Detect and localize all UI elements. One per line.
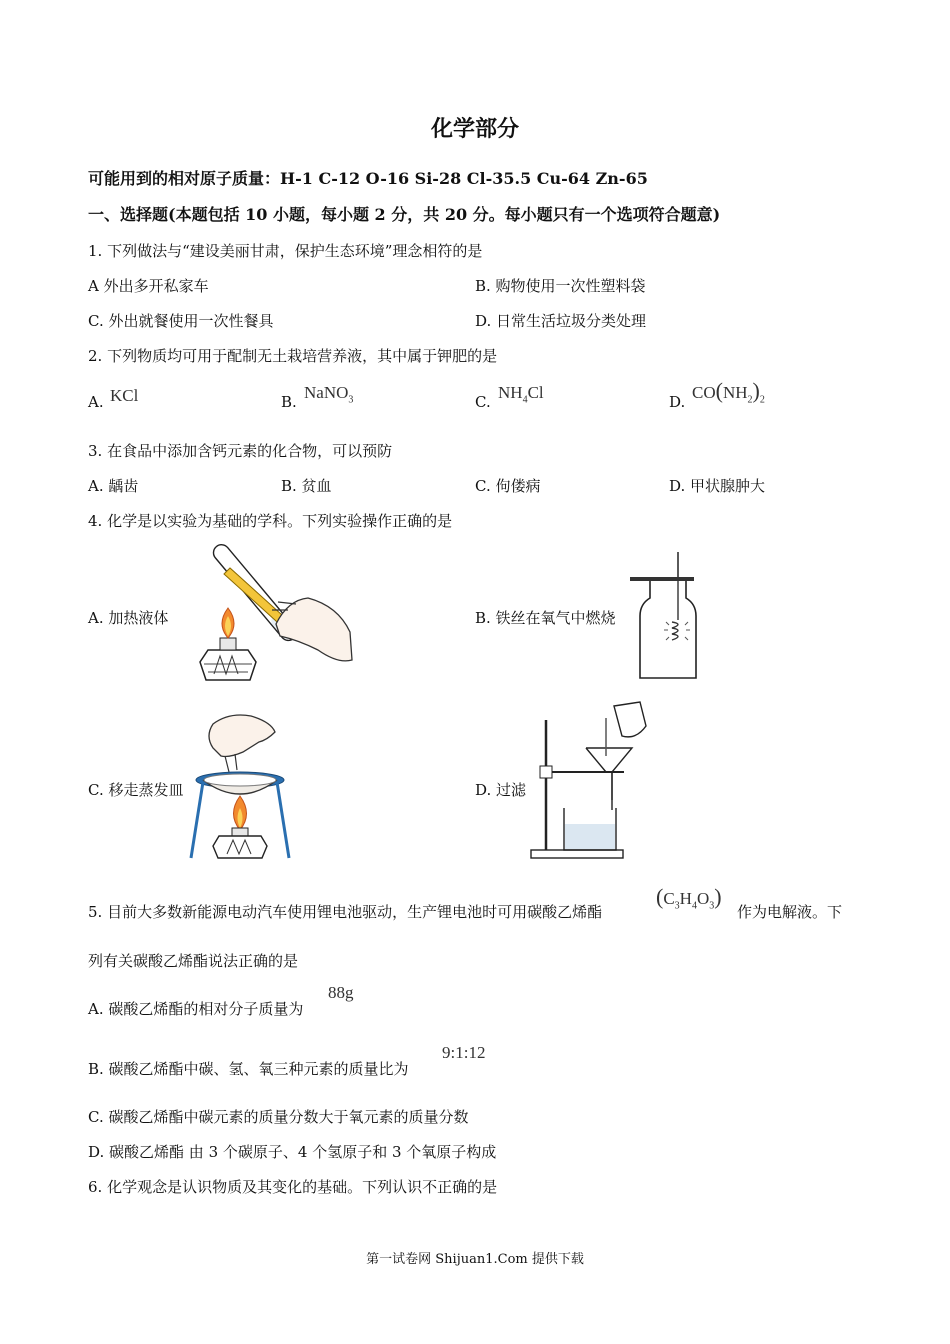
q5-stem-part2: 作为电解液。下	[737, 903, 843, 921]
q2-option-a-label: A.	[88, 393, 104, 411]
figure-iron-wire-oxygen	[628, 550, 708, 682]
figure-evaporating-dish	[185, 712, 295, 860]
q2-option-c-formula: $NH_4Cl$	[498, 383, 544, 406]
q1-option-d: D. 日常生活垃圾分类处理	[475, 312, 647, 330]
page-footer: 第一试卷网 Shijuan1.Com 提供下载	[366, 1252, 584, 1267]
q5-option-b: B. 碳酸乙烯酯中碳、氢、氧三种元素的质量比为	[88, 1060, 409, 1078]
q4-option-b: B. 铁丝在氧气中燃烧	[475, 609, 616, 627]
q2-option-c-label: C.	[475, 393, 491, 411]
q1-option-b: B. 购物使用一次性塑料袋	[475, 277, 646, 295]
q3-option-d: D. 甲状腺肿大	[669, 477, 766, 495]
q5-formula: $(C_3H_4O_3)$	[656, 884, 722, 912]
q2-option-a-formula: KCl	[110, 386, 139, 405]
atomic-masses: 可能用到的相对原子质量：H-1 C-12 O-16 Si-28 Cl-35.5 Cu-64 Zn-65	[88, 169, 648, 188]
q4-option-d: D. 过滤	[475, 781, 527, 799]
q5-option-a-value: 88g	[328, 983, 354, 1002]
page-title: 化学部分	[430, 116, 519, 142]
q3-option-a: A. 龋齿	[88, 477, 139, 495]
section-heading: 一、选择题(本题包括 10 小题，每小题 2 分，共 20 分。每小题只有一个选项符合题意)	[88, 205, 721, 224]
q5-stem-part3: 列有关碳酸乙烯酯说法正确的是	[88, 952, 299, 970]
q2-option-b-formula: NaNO$_3$	[304, 383, 354, 406]
q1-stem: 1. 下列做法与“建设美丽甘肃，保护生态环境”理念相符的是	[88, 242, 483, 260]
q3-option-b: B. 贫血	[281, 477, 332, 495]
q4-option-c: C. 移走蒸发皿	[88, 781, 184, 799]
figure-filtration	[528, 700, 656, 862]
q5-option-d: D. 碳酸乙烯酯 由 3 个碳原子、4 个氢原子和 3 个氧原子构成	[88, 1143, 497, 1161]
q5-option-b-value: 9:1:12	[442, 1043, 486, 1062]
figure-heating-liquid	[168, 540, 358, 685]
q4-stem: 4. 化学是以实验为基础的学科。下列实验操作正确的是	[88, 512, 453, 530]
q5-stem-part1: 5. 目前大多数新能源电动汽车使用锂电池驱动，生产锂电池时可用碳酸乙烯酯	[88, 903, 603, 921]
q1-option-a: A 外出多开私家车	[88, 277, 209, 295]
q3-stem: 3. 在食品中添加含钙元素的化合物，可以预防	[88, 442, 393, 460]
q6-stem: 6. 化学观念是认识物质及其变化的基础。下列认识不正确的是	[88, 1178, 498, 1196]
q1-option-c: C. 外出就餐使用一次性餐具	[88, 312, 274, 330]
q2-option-d-formula: $CO(NH_2)_2$	[692, 378, 765, 406]
q5-option-a: A. 碳酸乙烯酯的相对分子质量为	[88, 1000, 304, 1018]
q2-option-d-label: D.	[669, 393, 686, 411]
q2-option-b-label: B.	[281, 393, 297, 411]
q2-stem: 2. 下列物质均可用于配制无土栽培营养液，其中属于钾肥的是	[88, 347, 498, 365]
q4-option-a: A. 加热液体	[88, 609, 169, 627]
q5-option-c: C. 碳酸乙烯酯中碳元素的质量分数大于氧元素的质量分数	[88, 1108, 469, 1126]
q3-option-c: C. 佝偻病	[475, 477, 541, 495]
